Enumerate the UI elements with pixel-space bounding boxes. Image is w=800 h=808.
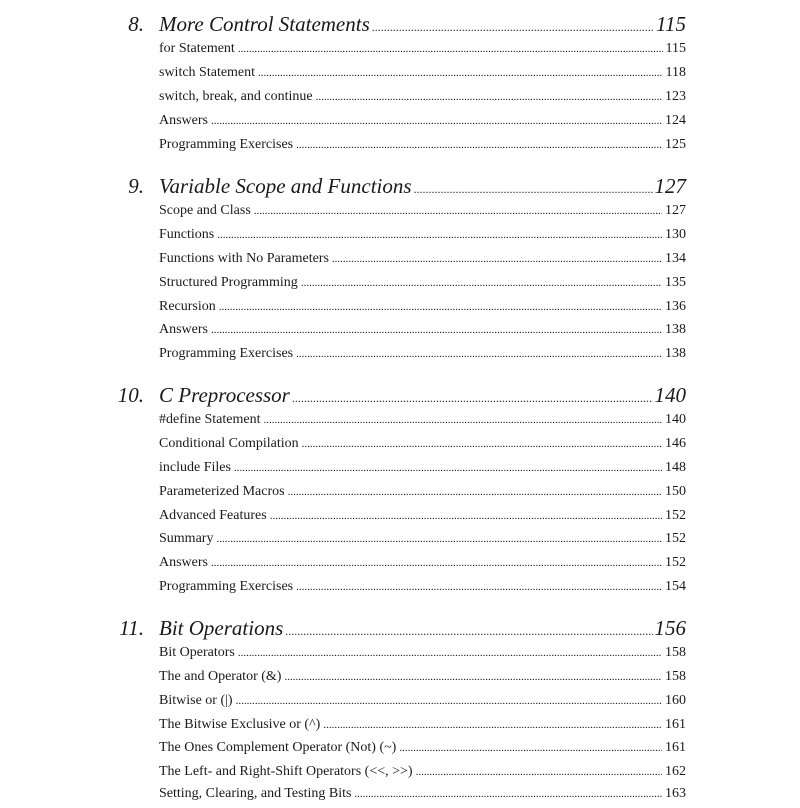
- chapter-number: 8.: [128, 12, 144, 36]
- dot-leader: [332, 253, 662, 265]
- dot-leader: [285, 624, 652, 639]
- chapter-heading[interactable]: [0, 616, 800, 646]
- toc-entry[interactable]: [159, 65, 686, 87]
- entry-page: 138: [665, 346, 686, 361]
- entry-page: 150: [665, 484, 686, 499]
- entry-page: 136: [665, 299, 686, 314]
- entry-page: 161: [665, 740, 686, 755]
- toc-entry[interactable]: [159, 693, 686, 715]
- toc-entry[interactable]: [159, 412, 686, 434]
- chapter-title: Bit Operations: [159, 616, 284, 640]
- toc-entry[interactable]: [159, 531, 686, 553]
- entry-page: 123: [665, 89, 686, 104]
- entry-title: Summary: [159, 531, 214, 546]
- toc-entry[interactable]: [159, 251, 686, 273]
- entry-title: The and Operator (&): [159, 669, 282, 684]
- dot-leader: [323, 719, 662, 731]
- toc-entry[interactable]: [159, 113, 686, 135]
- chapter-title: More Control Statements: [159, 12, 370, 36]
- entry-title: Programming Exercises: [159, 137, 294, 152]
- dot-leader: [234, 462, 662, 474]
- entry-page: 160: [665, 693, 686, 708]
- entry-page: 124: [665, 113, 686, 128]
- dot-leader: [263, 414, 662, 426]
- entry-page: 134: [665, 251, 686, 266]
- entry-page: 154: [665, 579, 686, 594]
- entry-title: for Statement: [159, 41, 235, 56]
- toc-entry[interactable]: [159, 203, 686, 225]
- entry-page: 125: [665, 137, 686, 152]
- dot-leader: [296, 581, 662, 593]
- toc-entry[interactable]: [159, 669, 686, 691]
- entry-page: 152: [665, 531, 686, 546]
- toc-entry[interactable]: [159, 786, 686, 808]
- dot-leader: [296, 348, 662, 360]
- entry-title: include Files: [159, 460, 231, 475]
- entry-page: 163: [665, 786, 686, 801]
- entry-page: 162: [665, 764, 686, 779]
- entry-title: Answers: [159, 113, 208, 128]
- dot-leader: [416, 766, 662, 778]
- dot-leader: [399, 742, 662, 754]
- entry-title: Functions: [159, 227, 215, 242]
- entry-title: Answers: [159, 322, 208, 337]
- chapter-title: Variable Scope and Functions: [159, 174, 412, 198]
- toc-entry[interactable]: [159, 460, 686, 482]
- toc-entry[interactable]: [159, 227, 686, 249]
- chapter-page: 127: [654, 174, 686, 198]
- entry-title: Scope and Class: [159, 203, 251, 218]
- dot-leader: [211, 115, 662, 127]
- toc-entry[interactable]: [159, 579, 686, 601]
- dot-leader: [288, 486, 662, 498]
- chapter-heading[interactable]: [0, 174, 800, 204]
- dot-leader: [216, 533, 662, 545]
- entry-title: Parameterized Macros: [159, 484, 285, 499]
- dot-leader: [414, 182, 653, 197]
- entry-title: Advanced Features: [159, 508, 267, 523]
- dot-leader: [372, 20, 654, 35]
- entry-title: Programming Exercises: [159, 346, 294, 361]
- entry-page: 140: [665, 412, 686, 427]
- toc-entry[interactable]: [159, 137, 686, 159]
- toc-entry[interactable]: [159, 508, 686, 530]
- entry-page: 148: [665, 460, 686, 475]
- entry-page: 146: [665, 436, 686, 451]
- dot-leader: [302, 438, 662, 450]
- entry-title: Bitwise or (|): [159, 693, 233, 708]
- entry-title: The Bitwise Exclusive or (^): [159, 717, 321, 732]
- entry-page: 127: [665, 203, 686, 218]
- entry-page: 130: [665, 227, 686, 242]
- dot-leader: [219, 301, 662, 313]
- entry-title: The Left- and Right-Shift Operators (<<, >>): [159, 764, 413, 779]
- dot-leader: [316, 91, 662, 103]
- toc-entry[interactable]: [159, 717, 686, 739]
- chapter-number: 9.: [128, 174, 144, 198]
- toc-entry[interactable]: [159, 645, 686, 667]
- dot-leader: [292, 391, 653, 406]
- entry-title: Setting, Clearing, and Testing Bits: [159, 786, 352, 801]
- toc-entry[interactable]: [159, 299, 686, 321]
- chapter-heading[interactable]: [0, 383, 800, 413]
- toc-entry[interactable]: [159, 275, 686, 297]
- entry-title: Programming Exercises: [159, 579, 294, 594]
- dot-leader: [211, 324, 662, 336]
- entry-page: 152: [665, 555, 686, 570]
- chapter-page: 156: [654, 616, 686, 640]
- dot-leader: [284, 671, 662, 683]
- chapter-number: 10.: [117, 383, 144, 407]
- entry-title: Answers: [159, 555, 208, 570]
- entry-title: Structured Programming: [159, 275, 298, 290]
- entry-page: 118: [665, 65, 686, 80]
- chapter-number: 11.: [119, 616, 144, 640]
- chapter-page: 140: [654, 383, 686, 407]
- entry-page: 152: [665, 508, 686, 523]
- entry-title: Recursion: [159, 299, 216, 314]
- toc-entry[interactable]: [159, 764, 686, 786]
- dot-leader: [270, 510, 662, 522]
- dot-leader: [254, 205, 662, 217]
- dot-leader: [211, 557, 662, 569]
- entry-title: switch Statement: [159, 65, 256, 80]
- toc-entry[interactable]: [159, 346, 686, 368]
- entry-title: switch, break, and continue: [159, 89, 313, 104]
- dot-leader: [238, 647, 662, 659]
- entry-title: #define Statement: [159, 412, 261, 427]
- toc-entry[interactable]: [159, 740, 686, 762]
- toc-entry[interactable]: [159, 322, 686, 344]
- entry-title: The Ones Complement Operator (Not) (~): [159, 740, 397, 755]
- dot-leader: [258, 67, 662, 79]
- toc-entry[interactable]: [159, 436, 686, 458]
- entry-page: 135: [665, 275, 686, 290]
- entry-page: 161: [665, 717, 686, 732]
- toc-entry[interactable]: [159, 484, 686, 506]
- chapter-page: 115: [656, 12, 686, 36]
- toc-entry[interactable]: [159, 555, 686, 577]
- chapter-title: C Preprocessor: [159, 383, 290, 407]
- dot-leader: [217, 229, 662, 241]
- entry-page: 138: [665, 322, 686, 337]
- dot-leader: [301, 277, 662, 289]
- entry-title: Bit Operators: [159, 645, 235, 660]
- entry-page: 158: [665, 645, 686, 660]
- dot-leader: [238, 43, 663, 55]
- toc-entry[interactable]: [159, 89, 686, 111]
- dot-leader: [236, 695, 662, 707]
- entry-page: 115: [665, 41, 686, 56]
- chapter-heading[interactable]: [0, 12, 800, 42]
- toc-entry[interactable]: [159, 41, 686, 63]
- dot-leader: [296, 139, 662, 151]
- entry-title: Conditional Compilation: [159, 436, 299, 451]
- entry-page: 158: [665, 669, 686, 684]
- entry-title: Functions with No Parameters: [159, 251, 329, 266]
- dot-leader: [354, 788, 662, 800]
